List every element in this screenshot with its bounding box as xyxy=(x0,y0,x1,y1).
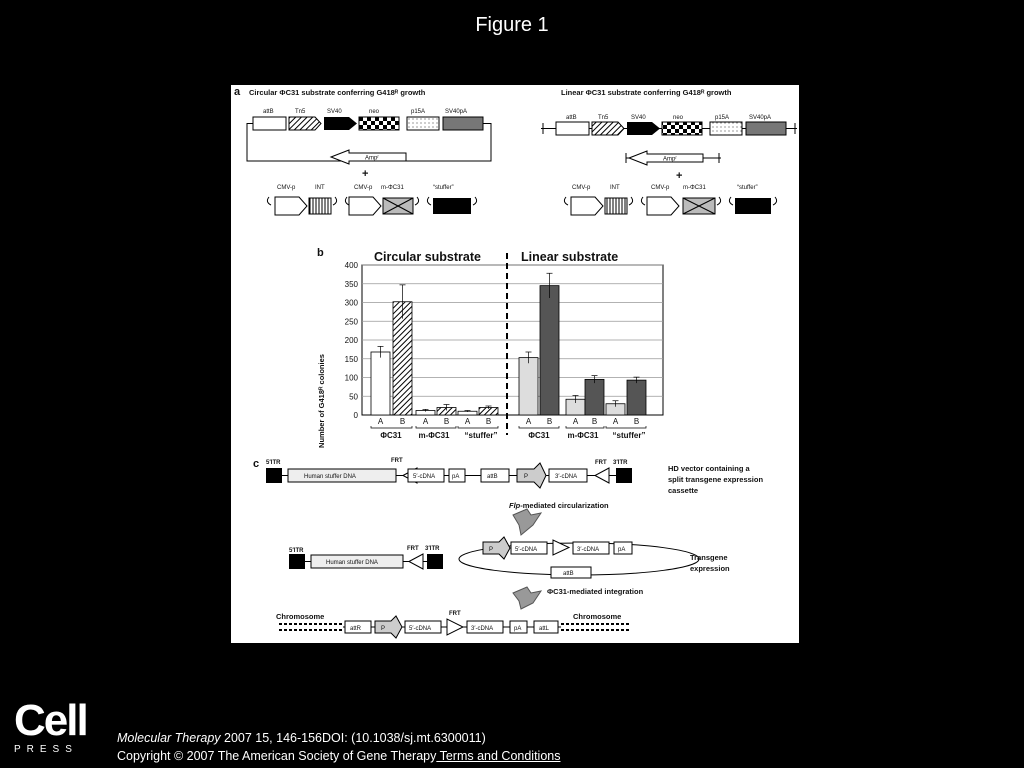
y-tick-label: 350 xyxy=(344,279,358,289)
cdna3-label-1: 3′-cDNA xyxy=(555,474,578,480)
circular-substrate-title: Circular ΦC31 substrate conferring G418ᴿ growth xyxy=(249,88,426,97)
hd-vector-row xyxy=(266,458,763,495)
cmvp-arrow-2-lin xyxy=(647,197,679,215)
bar xyxy=(585,379,604,415)
y-tick-label: 300 xyxy=(344,298,358,308)
sv40pa-box xyxy=(443,117,483,130)
bar-ab-label: A xyxy=(422,417,429,426)
panel-c-label: c xyxy=(253,458,260,470)
bar-ab-label: B xyxy=(546,417,553,426)
phic31-arrow xyxy=(513,587,541,609)
label-p15a-lin: p15A xyxy=(715,115,730,121)
flp-arrow xyxy=(513,509,541,535)
y-tick-label: 50 xyxy=(349,392,358,402)
cmvp-arrow-1-lin xyxy=(571,197,603,215)
pa-label-2: pA xyxy=(618,547,626,553)
transgene-2: expression xyxy=(690,564,730,573)
linear-heading: Linear substrate xyxy=(521,250,619,264)
hd-desc-1: HD vector containing a xyxy=(668,464,750,473)
bar xyxy=(393,302,412,415)
terms-link[interactable]: Terms and Conditions xyxy=(436,749,561,763)
linear-substrate-title: Linear ΦC31 substrate conferring G418ᴿ growth xyxy=(561,88,732,97)
int-box xyxy=(309,198,331,214)
figure-panel xyxy=(231,85,799,643)
y-tick-label: 400 xyxy=(344,261,358,270)
label-tn5: Tn5 xyxy=(295,109,306,115)
cmvp-arrow-2 xyxy=(349,197,381,215)
promoter-arrow-2 xyxy=(483,537,510,559)
itr3-box xyxy=(616,468,632,483)
group-label: “stuffer” xyxy=(612,431,646,440)
frt-triangle-4 xyxy=(553,540,569,555)
label-attb-lin: attB xyxy=(566,115,577,121)
group-bracket xyxy=(416,426,456,428)
label-sv40: SV40 xyxy=(327,109,342,115)
label-m-phic31: m-ΦC31 xyxy=(381,185,404,191)
group-bracket xyxy=(519,426,559,428)
label-cmvp-1-lin: CMV-p xyxy=(572,185,591,191)
x-labels xyxy=(371,417,646,440)
label-sv40-lin: SV40 xyxy=(631,115,646,121)
transgene-1: Transgene xyxy=(690,553,728,562)
y-tick-label: 150 xyxy=(344,354,358,364)
label-neo: neo xyxy=(369,109,380,115)
stuffer-box-lin xyxy=(735,198,771,214)
circular-heading: Circular substrate xyxy=(374,250,481,264)
plus-linear: + xyxy=(676,170,683,182)
label-attb: attB xyxy=(263,109,274,115)
cell-press-logo xyxy=(14,696,87,755)
bar-ab-label: A xyxy=(612,417,619,426)
label-sv40pa: SV40pA xyxy=(445,109,468,115)
integrated-row xyxy=(276,611,629,638)
bar xyxy=(627,380,646,415)
sv40-arrow xyxy=(324,117,357,130)
chart-bars xyxy=(371,273,646,415)
itr3-label-2: 3′ITR xyxy=(425,546,440,552)
label-sv40pa-lin: SV40pA xyxy=(749,115,772,121)
y-tick-label: 200 xyxy=(344,336,358,345)
itr5-label-2: 5′ITR xyxy=(289,548,304,554)
stuffer-box xyxy=(433,198,471,214)
chromosome-left: Chromosome xyxy=(276,612,325,621)
label-stuffer-lin: “stuffer” xyxy=(737,185,758,191)
figure-svg xyxy=(231,85,799,643)
citation-line xyxy=(117,729,560,747)
y-tick-label: 250 xyxy=(344,317,358,327)
label-cmvp-2-lin: CMV-p xyxy=(651,185,670,191)
promoter-arrow-1 xyxy=(517,463,546,488)
figure-title: Figure 1 xyxy=(475,14,549,36)
human-stuffer-label-2: Human stuffer DNA xyxy=(326,560,378,566)
itr5-box xyxy=(266,468,282,483)
bar-ab-label: A xyxy=(464,417,471,426)
label-int: INT xyxy=(315,185,325,191)
frt-label-2: FRT xyxy=(595,460,607,466)
attb-label-c: attB xyxy=(487,474,498,480)
copyright-text: Copyright © 2007 The American Society of Gene Therapy xyxy=(117,749,437,763)
phic31-step-text: ΦC31-mediated integration xyxy=(547,587,644,596)
label-tn5-lin: Tn5 xyxy=(598,115,609,121)
flp-enzyme: Flp xyxy=(509,501,521,510)
group-label: “stuffer” xyxy=(464,431,498,440)
label-cmvp-1: CMV-p xyxy=(277,185,296,191)
cdna5-label-1: 5′-cDNA xyxy=(413,474,436,480)
bar xyxy=(540,286,559,415)
chromosome-right: Chromosome xyxy=(573,612,622,621)
bar-ab-label: A xyxy=(377,417,384,426)
pa-label-3: pA xyxy=(514,626,522,632)
bar-ab-label: B xyxy=(443,417,450,426)
label-amp-lin: Ampʳ xyxy=(663,156,677,163)
y-tick-label: 0 xyxy=(353,411,358,420)
p15a-box-lin xyxy=(710,122,742,135)
p-label-3: P xyxy=(381,626,386,632)
hd-desc-3: cassette xyxy=(668,486,699,495)
circular-helpers xyxy=(267,185,476,215)
label-int-lin: INT xyxy=(610,185,620,191)
promoter-arrow-3 xyxy=(375,616,402,638)
attb-label-2: attB xyxy=(563,571,574,577)
label-amp: Ampʳ xyxy=(365,155,379,162)
frt-triangle-3 xyxy=(409,554,423,569)
flp-text: -mediated circularization xyxy=(520,501,609,510)
p-label-2: P xyxy=(489,547,494,553)
y-ticks xyxy=(345,261,359,420)
linear-construct xyxy=(541,115,797,182)
logo-cell-text: Cell xyxy=(14,696,87,745)
frt-triangle-5 xyxy=(447,619,463,635)
bar-ab-label: B xyxy=(591,417,598,426)
sv40-arrow-lin xyxy=(627,122,660,135)
int-box-lin xyxy=(605,198,627,214)
attb-box xyxy=(253,117,286,130)
group-bracket xyxy=(371,426,412,428)
circular-construct xyxy=(247,109,491,180)
frt-triangle-2 xyxy=(595,468,609,483)
bar xyxy=(371,352,390,415)
linear-helpers xyxy=(564,185,776,215)
label-cmvp-2: CMV-p xyxy=(354,185,373,191)
cdna5-label-2: 5′-cDNA xyxy=(515,547,538,553)
tn5-arrow-lin xyxy=(592,122,624,135)
logo-press-text: PRESS xyxy=(14,744,78,755)
group-bracket xyxy=(458,426,498,428)
group-label: ΦC31 xyxy=(528,431,550,440)
frt-label-3: FRT xyxy=(407,546,419,552)
sv40pa-box-lin xyxy=(746,122,786,135)
attl-label: attL xyxy=(539,626,550,632)
group-bracket xyxy=(606,426,646,428)
label-stuffer: “stuffer” xyxy=(433,185,454,191)
group-label: ΦC31 xyxy=(380,431,402,440)
itr5-box-2 xyxy=(289,554,305,569)
label-p15a: p15A xyxy=(411,109,426,115)
p-label-1: P xyxy=(524,474,529,480)
panel-a-label: a xyxy=(234,86,241,98)
itr3-box-2 xyxy=(427,554,443,569)
hd-desc-2: split transgene expression xyxy=(668,475,764,484)
circularized-row xyxy=(289,537,730,578)
bar xyxy=(519,358,538,415)
label-m-phic31-lin: m-ΦC31 xyxy=(683,185,706,191)
y-axis-label: Number of G418ᴿ colonies xyxy=(317,354,326,448)
tn5-arrow xyxy=(289,117,321,130)
cdna3-label-2: 3′-cDNA xyxy=(577,547,600,553)
frt-label-5: FRT xyxy=(449,611,461,617)
attb-box-lin xyxy=(556,122,589,135)
journal-name: Molecular Therapy xyxy=(117,731,221,745)
bar-ab-label: A xyxy=(572,417,579,426)
attr-label: attR xyxy=(350,626,362,632)
citation-footer xyxy=(117,729,560,765)
group-bracket xyxy=(566,426,604,428)
group-label: m-ΦC31 xyxy=(567,431,599,440)
cdna3-label-3: 3′-cDNA xyxy=(471,626,494,632)
label-neo-lin: neo xyxy=(673,115,684,121)
bar-ab-label: B xyxy=(485,417,492,426)
plus-circular: + xyxy=(362,168,369,180)
itr3-label: 3′ITR xyxy=(613,460,628,466)
human-stuffer-label: Human stuffer DNA xyxy=(304,474,356,480)
itr5-label: 5′ITR xyxy=(266,460,281,466)
y-tick-label: 100 xyxy=(344,373,358,383)
panel-b-label: b xyxy=(317,247,324,259)
p15a-box xyxy=(407,117,439,130)
bar-ab-label: B xyxy=(399,417,406,426)
pa-label-1: pA xyxy=(452,474,460,480)
copyright-line xyxy=(117,747,560,765)
neo-box xyxy=(359,117,399,130)
cdna5-label-3: 5′-cDNA xyxy=(409,626,432,632)
group-label: m-ΦC31 xyxy=(418,431,450,440)
cmvp-arrow-1 xyxy=(275,197,307,215)
frt-label-1: FRT xyxy=(391,458,403,464)
flp-step-text xyxy=(509,501,609,510)
citation-details: 2007 15, 146-156DOI: (10.1038/sj.mt.6300011) xyxy=(220,731,486,745)
bar-ab-label: B xyxy=(633,417,640,426)
neo-box-lin xyxy=(662,122,702,135)
bar-ab-label: A xyxy=(525,417,532,426)
